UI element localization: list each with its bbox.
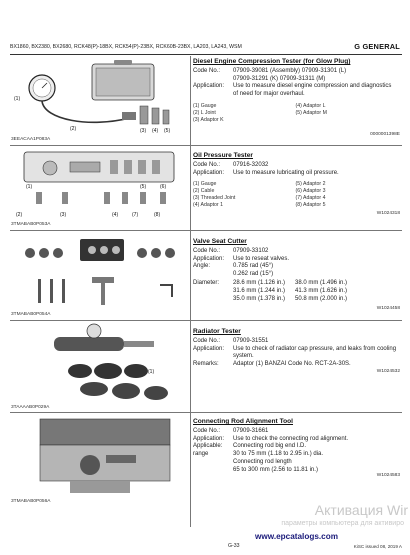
callout-label: (2) — [70, 126, 77, 132]
part-item: (3) Threaded Joint — [193, 194, 236, 201]
compression-tester-illustration — [10, 58, 190, 138]
doc-code: W1024583 — [376, 473, 400, 478]
diameter-value: 28.6 mm (1.126 in.) — [233, 279, 286, 286]
figure-code: 3EEACAA1P083A — [11, 137, 51, 142]
issue-info: KiSC issued 08, 2019 A — [353, 544, 402, 549]
doc-code: 0000001398E — [370, 132, 400, 137]
callout-label: (5) — [164, 128, 171, 134]
part-item: (5) Adaptor M — [295, 109, 327, 116]
callout-label: (4) — [112, 212, 119, 218]
diameter-table — [193, 280, 398, 303]
code-value: 07909-31291 (K) 07909-31311 (M) — [233, 75, 326, 82]
remarks-value: Adaptor (1) BANZAI Code No. RCT-2A-30S. — [233, 361, 351, 368]
callout-label: (1) — [26, 184, 33, 190]
figure-code: 3TAAAAB0P029A — [11, 405, 50, 410]
doc-code: W1024458 — [376, 306, 400, 311]
connecting-rod-tool-illustration — [10, 415, 190, 505]
part-item: (1) Gauge — [193, 181, 217, 188]
code-value: 07909-33102 — [233, 247, 269, 254]
tool-title: Oil Pressure Tester — [193, 152, 253, 159]
application-value: Use to reseat valves. — [233, 255, 290, 262]
page-number: G-33 — [228, 543, 240, 549]
valve-seat-cutter-illustration — [10, 233, 190, 313]
section-title: G GENERAL — [354, 42, 400, 51]
application-label: Application: — [193, 255, 225, 262]
tool-oil-pressure-tester — [193, 152, 398, 209]
diameter-value: 38.0 mm (1.496 in.) — [295, 279, 348, 286]
code-label: Code No.: — [193, 337, 221, 344]
range-value: Connecting rod length — [233, 458, 292, 465]
figure-code: 3TMABAB0P054A — [11, 312, 51, 317]
range-value: 65 to 300 mm (2.56 to 11.81 in.) — [233, 466, 318, 473]
range-label: range — [193, 451, 209, 458]
windows-activation-watermark: Активация Wir — [314, 502, 408, 518]
application-label: Application: — [193, 435, 225, 442]
doc-code: W1024318 — [376, 211, 400, 216]
part-item: (8) Adaptor 5 — [295, 201, 326, 208]
code-value: 07916-32032 — [233, 161, 269, 168]
callout-label: (3) — [60, 212, 67, 218]
application-value: Use to measure lubricating oil pressure. — [233, 169, 339, 176]
diameter-value: 31.6 mm (1.244 in.) — [233, 287, 286, 294]
figure-radiator-tester — [10, 321, 190, 412]
parts-list — [193, 103, 398, 123]
callout-label: (1) — [14, 96, 21, 102]
part-item: (3) Adaptor K — [193, 116, 224, 123]
diameter-value: 41.3 mm (1.626 in.) — [295, 287, 348, 294]
header-rule — [10, 54, 402, 55]
diameter-value: 35.0 mm (1.378 in.) — [233, 295, 286, 302]
callout-label: (3) — [140, 128, 147, 134]
figure-connecting-rod-tool — [10, 413, 190, 513]
callout-label: (1) — [148, 369, 155, 375]
code-label: Code No.: — [193, 247, 221, 254]
callout-label: (2) — [16, 212, 23, 218]
angle-value: 0.785 rad (45°) — [233, 263, 274, 270]
tool-compression-tester — [193, 58, 398, 123]
angle-label: Angle: — [193, 263, 211, 270]
callout-label: (5) — [140, 184, 147, 190]
applicable-label: Applicable: — [193, 443, 223, 450]
range-value: 30 to 75 mm (1.18 to 2.95 in.) dia. — [233, 451, 324, 458]
figure-oil-pressure-tester — [10, 146, 190, 230]
application-label: Application: — [193, 169, 225, 176]
doc-code: W1024532 — [376, 369, 400, 374]
part-item: (6) Adaptor 3 — [295, 188, 326, 195]
applicable-value: Connecting rod big end I.D. — [233, 443, 307, 450]
angle-value: 0.262 rad (15°) — [233, 271, 274, 278]
part-item — [296, 117, 399, 124]
code-label: Code No.: — [193, 161, 221, 168]
tool-title: Valve Seat Cutter — [193, 238, 247, 245]
tool-title: Radiator Tester — [193, 328, 241, 335]
tool-title: Connecting Rod Alignment Tool — [193, 418, 293, 425]
tool-connecting-rod-tool — [193, 418, 398, 475]
part-item: (2) L Joint — [193, 109, 216, 116]
callout-label: (4) — [152, 128, 159, 134]
column-divider — [190, 56, 191, 527]
tool-title: Diesel Engine Compression Tester (for Glow Plug) — [193, 58, 351, 65]
code-value: 07909-39081 (Assembly) 07909-31301 (L) — [233, 67, 347, 74]
figure-code: 3TMABAB0P056A — [11, 499, 51, 504]
remarks-label: Remarks: — [193, 361, 219, 368]
site-watermark: www.epcatalogs.com — [255, 532, 338, 541]
diameter-value: 50.8 mm (2.000 in.) — [295, 295, 348, 302]
parts-list — [193, 181, 398, 208]
application-value: Use to measure diesel engine compression and diagnostics of need for major overhaul. — [233, 83, 392, 98]
callout-label: (8) — [154, 212, 161, 218]
application-value: Use to check the connecting rod alignment. — [233, 435, 349, 442]
part-item: (4) Adaptor L — [295, 102, 326, 109]
header-models: BX1860, BX2380, BX2680, RCK48(P)-18BX, RCK54(P)-23BX, RCK60B-23BX, LA203, LA243, WSM — [10, 44, 242, 50]
application-value: Use to check of radiator cap pressure, and leaks from cooling system. — [233, 345, 397, 360]
application-label: Application: — [193, 345, 225, 352]
part-item: (7) Adaptor 4 — [295, 194, 326, 201]
part-item: (1) Gauge — [193, 102, 217, 109]
application-label: Application: — [193, 83, 225, 90]
part-item: (2) Cable — [193, 188, 215, 195]
figure-valve-seat-cutter — [10, 231, 190, 320]
part-item: (4) Adaptor 1 — [193, 201, 223, 208]
callout-label: (6) — [160, 184, 167, 190]
code-label: Code No.: — [193, 427, 221, 434]
code-label: Code No.: — [193, 67, 221, 74]
radiator-tester-illustration — [10, 323, 190, 405]
tool-radiator-tester — [193, 328, 398, 369]
tool-valve-seat-cutter — [193, 238, 398, 303]
part-item: (5) Adaptor 2 — [295, 181, 326, 188]
diameter-label: Diameter: — [193, 279, 220, 286]
figure-compression-tester — [10, 56, 190, 145]
code-value: 07909-31551 — [233, 337, 269, 344]
figure-code: 3TMABAB0P053A — [11, 222, 51, 227]
windows-activation-subtext: параметры компьютера для активиро — [281, 520, 404, 527]
code-value: 07909-31661 — [233, 427, 269, 434]
callout-label: (7) — [132, 212, 139, 218]
